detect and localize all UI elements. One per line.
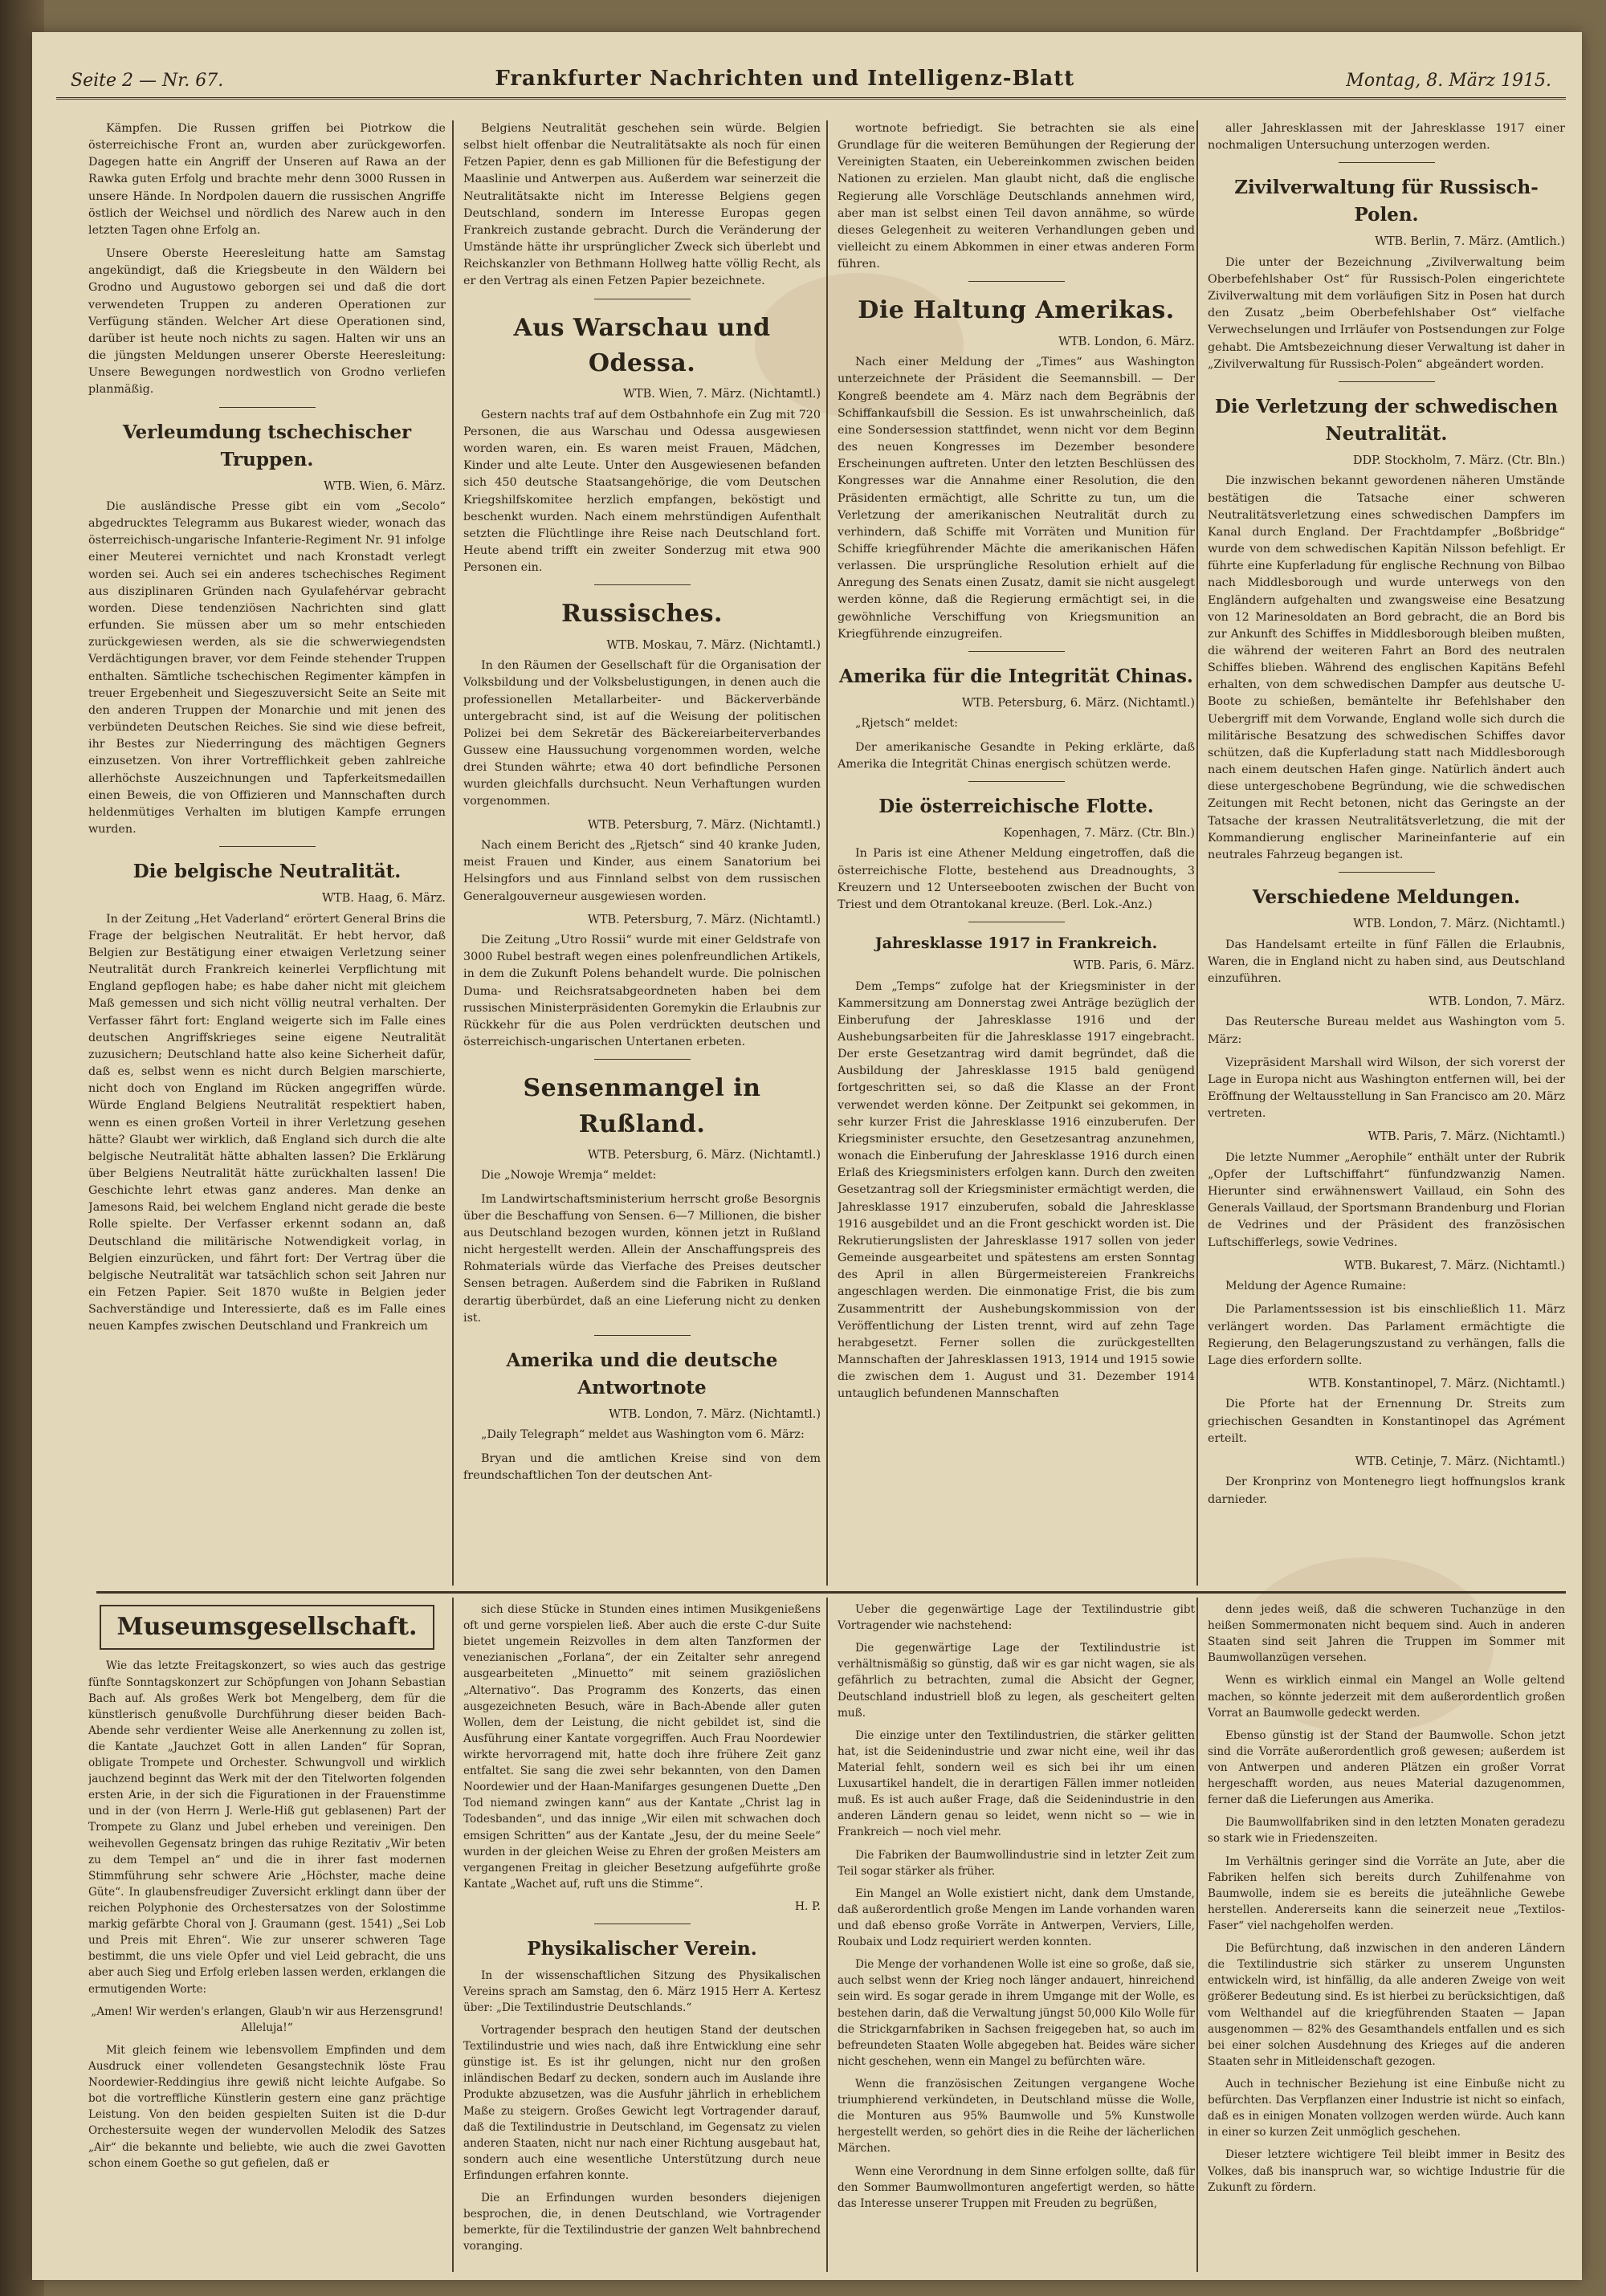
paragraph: Im Landwirtschaftsministerium herrscht große Besorgnis über die Beschaffung von Sensen. 6—7 Millionen, die bisher aus Deutschland bezogen wurden, können jetzt in Rußland nicht hergestellt werden. Allein der Anschaffungspreis des Rohmaterials würde das Vierfache des Preises deutscher Sensen betragen. Außerdem sind die Fabriken in Rußland derartig überbürdet, daß an eine Lieferung nicht zu denken ist. [463,1192,821,1325]
paragraph: Ein Mangel an Wolle existiert nicht, dank dem Umstande, daß außerordentlich große Mengen im Lande vorhanden waren und daß ebenso große Vorräte in Antwerpen, Verviers, Lille, Roubaix und Lodz requiriert werden konnten. [838,1887,1195,1949]
author-signature: H. P. [794,1899,821,1913]
divider [219,846,316,847]
dateline: WTB. Paris, 6. März. [1073,959,1195,973]
article-title: Jahresklasse 1917 in Frankreich. [874,934,1158,952]
article-title: Verschiedene Meldungen. [1252,886,1521,909]
article-title: Amerika für die Integrität Chinas. [839,665,1193,687]
dateline: WTB. London, 6. März. [1058,335,1195,348]
paragraph: Nach einer Meldung der „Times“ aus Washington unterzeichnete der Präsident die Seemannsbill. — Der Kongreß beendete am 4. März nach dem Begräbnis der Schiffankaufsbill die Session. Es ist unwahrscheinlich, daß eine Sondersession stattfindet, wenn nicht vor dem Beginn des neuen Kongresses im Dezember besondere Erscheinungen auftreten. Unter den letzten Beschlüssen des Kongresses war die Annahme einer Resolution, die den Präsidenten ermächtigt, alle Schritte zu tun, um die Verletzung der amerikanischen Neutralität durch zu verhindern, daß Schiffe mit Vorräten und Munition für Schiffe kriegführender Mächte die amerikanischen Häfen verlassen. Die ursprüngliche Resolution erhielt auf die Anregung des Senats einen Zusatz, damit sie nicht ausgelegt werden könne, daß die Regierung ermächtigt sei, in die gewöhnliche Verschiffung von Kriegsmunition an Kriegführende einzugreifen. [838,356,1195,641]
dateline: WTB. Petersburg, 6. März. (Nichtamtl.) [961,696,1195,710]
dateline: WTB. Petersburg, 7. März. (Nichtamtl.) [587,913,821,926]
paragraph: Gestern nachts traf auf dem Ostbahnhofe ein Zug mit 720 Personen, die aus Warschau und Odessa ausgewiesen worden waren, ein. Es waren meist Frauen, Mädchen, Kinder und alte Leute. Unter den Ausgewiesenen befanden sich 450 deutsche Staatsangehörige, die vom Deutschen Kriegshilfskomitee herzlich empfangen, beköstigt und beschenkt wurden. Nach einem mehrstündigen Aufenthalt setzten die Flüchtlinge ihre Reise nach Deutschland fort. Heute abend trifft ein zweiter Sonderzug mit etwa 900 Personen ein. [463,408,821,575]
paragraph: Die unter der Bezeichnung „Zivilverwaltung beim Oberbefehlshaber Ost“ für Russisch-Polen eingerichtete Zivilverwaltung mit dem vorläufigen Sitz in Posen hat durch den Zusatz „beim Oberbefehlshaber Ost“ vielfache Verwechselungen und Irrläufer von Postsendungen zur Folge gehabt. Die Amtsbezeichnung dieser Verwaltung ist daher in „Zivilverwaltung für Russisch-Polen“ abgeändert worden. [1208,255,1565,371]
dateline: WTB. Berlin, 7. März. (Amtlich.) [1375,235,1565,249]
paragraph: Meldung der Agence Rumaine: [1225,1280,1407,1293]
page-header [56,51,1566,100]
paragraph: In Paris ist eine Athener Meldung eingetroffen, daß die österreichische Flotte, bestehend aus Dreadnoughts, 3 Kreuzern und 12 Unterseebooten zwischen der Bucht von Triest und dem Otrantokanal kreuze. (Berl. Lok.-Anz.) [838,847,1195,911]
paragraph: Die Pforte hat der Ernennung Dr. Streits zum griechischen Gesandten in Konstantinopel das Agrément erteilt. [1208,1398,1565,1445]
paragraph: „Daily Telegraph“ meldet aus Washington vom 6. März: [481,1428,805,1442]
paragraph: Die einzige unter den Textilindustrien, die stärker gelitten hat, ist die Seidenindustrie und zwar nicht eine, weil ihr das Material fehlt, sondern weil es sich bei ihr um einen Luxusartikel handelt, die in derartigen Fällen immer notleiden muß. Es ist auch außer Frage, daß die Seidenindustrie in den anderen Ländern genau so leidet, wenn nicht so — wie in Frankreich — noch viel mehr. [838,1728,1195,1839]
divider [219,407,316,408]
article-title: Die belgische Neutralität. [132,861,402,883]
paragraph: Wie das letzte Freitagskonzert, so wies auch das gestrige fünfte Sonntagskonzert zur Schöpfungen von Johann Sebastian Bach auf. Als großes Werk bot Mengelberg, dem für die künstlerisch genußvolle Durchführung dieser beiden Bach-Abende sehr verdienter Weise alle Anerkennung zu zollen ist, die Kantate „Jauchzet Gott in allen Landen“ für Sopran, obligate Trompete und Orchester. Schwungvoll und wirklich jauchzend beginnt das Werk mit der den Titelworten folgenden ersten Arie, in der sich die Figurationen in der Frauenstimme und in der (von Herrn J. Werle-Hiß gut geblasenen) Part der Trompete zu Glanz und Jubel erheben und vereinigen. Den weihevollen Gegensatz bringen das ruhige Rezitativ „Wir beten zu dem Tempel an“ und die in ihrer fast modernen Stimmführung sehr schwere Arie „Höchster, mache deine Güte“. In glaubensfreudiger Zuversicht erklingt dann über der reichen Polyphonie des Orchestersatzes von der Solostimme markig gefärbte Choral von J. Graumann (gest. 1541) „Sei Lob und Preis mit Ehren“. Wie zur unserer schweren Tage bestimmt, die uns viele Opfer und viel Leid gebracht, die uns aber auch Sieg und Erfolg erleben lassen werden, erklangen die ermutigenden Worte: [88,1659,446,1996]
paragraph: Unsere Oberste Heeresleitung hatte am Samstag angekündigt, daß die Kriegsbeute in den Wäldern bei Grodno und Augustowo geborgen sei und daß die dort verwendeten Truppen zu anderen Operationen zur Verfügung ständen. Welcher Art diese Operationen sind, darüber ist heute noch nichts zu sagen. Halten wir uns an die jüngsten Meldungen unserer Oberste Heeresleitung: Unsere Bewegungen nordwestlich von Grodno verliefen planmäßig. [88,247,446,397]
paragraph: Die inzwischen bekannt gewordenen näheren Umstände bestätigen die Tatsache einer schweren Neutralitätsverletzung eines schwedischen Dampfers im Kanal durch England. Der Frachtdampfer „Boßbridge“ wurde von dem schwedischen Kapitän Nilsson befehligt. Er führte eine Kupferladung für englische Rechnung von Bilbao nach Middlesborough und wurde unterwegs von den Engländern aufgehalten und zwangsweise eine Besatzung von 12 Marinesoldaten an Bord gebracht, die an Bord bis zur Ankunft des Schiffes in Middlesborough bleiben mußten, die während der weiteren Fahrt an Bord des neutralen Schiffes blieben. Während des englischen Kapitäns Befehl erhalten, von dem schwedischen Dampfer aus deutsche U-Boote zu schießen, bemäntelte ihr Befehlshaber den Uebergriff mit dem Vorwande, England wolle sich durch die militärische Besatzung des schwedischen Schiffes davor schützen, daß die Kupferladung statt nach Middlesborough nach einem deutschen Hafen ginge. Natürlich ändert auch diese untergeschobene Begründung, wie die schwedischen Zeitungen mit Recht betonen, nicht das Geringste an der Tatsache der krassen Neutralitätsverletzung, die mit der Kommandierung englischer Marineinfanterie auf ein neutrales Fahrzeug begangen ist. [1208,474,1565,861]
paragraph: Der amerikanische Gesandte in Peking erklärte, daß Amerika die Integrität Chinas energisch schützen werde. [838,740,1195,771]
column-rule [452,120,454,1586]
paragraph: Das Reutersche Bureau meldet aus Washington vom 5. März: [1208,1016,1565,1046]
column-2 [463,120,821,1586]
paragraph: Die Parlamentssession ist bis einschließlich 11. März verlängert worden. Das Parlament ermächtigte die Regierung, den Belagerungszustand zu verhängen, falls die Lage dies erfordern sollte. [1208,1303,1565,1367]
article-title: Die Verletzung der schwedischen Neutralität. [1214,395,1559,445]
paragraph: aller Jahresklassen mit der Jahresklasse 1917 einer nochmaligen Untersuchung unterzogen werden. [1208,122,1565,153]
dateline: DDP. Stockholm, 7. März. (Ctr. Bln.) [1352,454,1565,467]
paragraph: Die an Erfindungen wurden besonders diejenigen besprochen, die, in denen Deutschland, wie Vortragender bemerkte, für die Textilindustrie der ganzen Welt bahnbrechend voranging. [463,2192,821,2253]
paragraph: Das Handelsamt erteilte in fünf Fällen die Erlaubnis, Waren, die in England nicht zu haben sind, aus Deutschland einzuführen. [1208,938,1565,985]
verse: „Amen! Wir werden's erlangen, Glaub'n wir aus Herzensgrund! Alleluja!“ [91,2005,443,2034]
column-4 [1208,120,1565,1586]
divider [968,781,1065,782]
paragraph: Vizepräsident Marshall wird Wilson, der sich vorerst der Lage in Europa nicht aus Washington entfernen will, bei der Eröffnung der Weltausstellung in San Francisco am 20. März vertreten. [1208,1056,1565,1121]
dateline: WTB. Paris, 7. März. (Nichtamtl.) [1368,1130,1565,1144]
feuilleton-heading [88,1605,446,1650]
section-rule [96,1591,1566,1594]
feuilleton-column-3 [838,1602,1195,2268]
column-rule [452,1598,454,2272]
dateline: WTB. Bukarest, 7. März. (Nichtamtl.) [1344,1259,1565,1272]
article-title: Verleumdung tschechischer Truppen. [122,421,412,470]
paragraph: Die „Nowoje Wremja“ meldet: [481,1169,657,1183]
article-title: Aus Warschau und Odessa. [513,313,771,377]
masthead-title: Frankfurter Nachrichten und Intelligenz-Blatt [495,67,1075,91]
paragraph: Der Kronprinz von Montenegro liegt hoffnungslos krank darnieder. [1208,1476,1565,1506]
paragraph: Die Menge der vorhandenen Wolle ist eine so große, daß sie, auch selbst wenn der Krieg noch länger andauert, hinreichend sein wird. Es sogar gerade in ihrem Umgange mit der Wolle, es bestehen darin, daß die Verwaltung jüngst 50,000 Kilo Wolle für die Strickgarnfabriken in Sachsen freigegeben hat, so auch im befreundeten Staaten Wolle abgegeben hat. Beides wäre sicher nicht geschehen, wenn ein Mangel zu befürchten wäre. [838,1958,1195,2068]
paragraph: Die Befürchtung, daß inzwischen in den anderen Ländern die Textilindustrie sich stärker zu unserem Ungunsten entwickeln wird, ist hinfällig, da alle anderen Zweige von weit größerer Bedeutung sind. Es ist hierbei zu berücksichtigen, daß vom Welthandel auf die kriegführenden Staaten — Japan ausgenommen — 82% des Gesamthandels entfallen und es sich bei einer solchen Ausdehnung des Krieges auf die anderen Staaten sehr in Mitleidenschaft gezogen. [1208,1942,1565,2068]
paragraph: Belgiens Neutralität geschehen sein würde. Belgien selbst hielt offenbar die Neutralitätsakte als noch für einen Fetzen Papier, denn es gab Millionen für die Befestigung der Maaslinie und Antwerpen aus. Außerdem war seinerzeit die Neutralitätsakte nicht im Interesse Belgiens gegen Deutschland, sondern im Interesse Europas gegen Frankreich zustande gebracht. Durch die Veränderung der Umstände hätte ihr ursprünglicher Zweck sich überlebt und Reichskanzler von Bethmann Hollweg hatte völlig Recht, als er den Vertrag als einen Fetzen Papier bezeichnete. [463,122,821,288]
dateline: WTB. Konstantinopel, 7. März. (Nichtamtl.) [1308,1378,1565,1390]
paragraph: Nach einem Bericht des „Rjetsch“ sind 40 kranke Juden, meist Frauen und Kinder, aus einem Sanatorium bei Helsingfors und aus Finnland selbst von dem russischen Generalgouverneur ausgewiesen worden. [463,839,821,903]
article-title: Amerika und die deutsche Antwortnote [506,1349,778,1398]
divider [968,281,1065,282]
paragraph: In den Räumen der Gesellschaft für die Organisation der Volksbildung und der Volksbelustigungen, in denen auch die professionellen Metallarbeiter- und Bäckerverbände untergebracht sind, ist auf die Weisung der politischen Polizei bei dem Sekretär des Bäckereiarbeiterverbandes Gussew eine Haussuchung vorgenommen worden, welche drei Stunden währte; etwa 40 dort befindliche Personen wurden gleichfalls durchsucht. Neun Verhaftungen wurden vorgenommen. [463,659,821,808]
paragraph: Die letzte Nummer „Aerophile“ enthält unter der Rubrik „Opfer der Luftschiffahrt“ fünfundzwanzig Namen. Hierunter sind erwähnenswert Vaillaud, ein Sohn des Generals Vaillaud, der Sportsmann Brandenburg und Florian de Vedrines und der Präsident des französischen Luftschifferlegs, sowie Vedrines. [1208,1150,1565,1249]
paragraph: denn jedes weiß, daß die schweren Tuchanzüge in den heißen Sommermonaten nicht bequem sind. Auch in anderen Staaten sind seit Jahren die Truppen im Sommer mit Baumwollanzügen versehen. [1208,1603,1565,1665]
dateline: Kopenhagen, 7. März. (Ctr. Bln.) [1003,826,1195,840]
dateline: WTB. Petersburg, 7. März. (Nichtamtl.) [587,818,821,832]
paragraph: Auch in technischer Beziehung ist eine Einbuße nicht zu befürchten. Das Verpflanzen einer Industrie ist nicht so einfach, daß es in einigen Monaten vollzogen werden würde. Auch kann in einer so kurzen Zeit unmöglich geschehen. [1208,2077,1565,2139]
column-rule [826,1598,828,2272]
paragraph: Ueber die gegenwärtige Lage der Textilindustrie gibt Vortragender wie nachstehend: [838,1603,1195,1633]
column-rule [1196,120,1198,1586]
dateline: WTB. London, 7. März. (Nichtamtl.) [1353,918,1565,931]
article-title: Die österreichische Flotte. [878,795,1154,817]
paragraph: Wenn eine Verordnung in dem Sinne erfolgen sollte, daß für den Sommer Baumwollmonturen angefertigt werden, so hätte das Interesse unserer Truppen mit Freuden zu begrüßen, [838,2164,1195,2210]
page-date: Montag, 8. März 1915. [1346,71,1551,91]
column-1 [88,120,446,1586]
column-3 [838,120,1195,1586]
paragraph: Die Fabriken der Baumwollindustrie sind in letzter Zeit zum Teil sogar stärker als früher. [838,1848,1195,1878]
article-title: Zivilverwaltung für Russisch-Polen. [1234,177,1539,226]
paragraph: Bryan und die amtlichen Kreise sind von dem freundschaftlichen Ton der deutschen Ant- [463,1451,821,1482]
feuilleton-column-1 [88,1602,446,2268]
paragraph: Dem „Temps“ zufolge hat der Kriegsminister in der Kammersitzung am Donnerstag zwei Anträge bezüglich der Einberufung der Jahresklasse 1916 und der Aushebungsarbeiten für die Jahresklasse 1917 eingebracht. Der erste Gesetzantrag wird damit begründet, daß die Ausbildung der Jahresklasse 1915 bald genügend fortgeschritten sei, so daß die Klasse an der Front verwendet werden könne. Der Zeitpunkt sei gekommen, in sehr kurzer Frist die Jahresklasse 1916 einzuberufen. Der Kriegsminister ersuchte, den Gesetzesantrag anzunehmen, wonach die Einberufung der Jahresklasse 1916 durch einen Erlaß des Kriegsministers erfolgen kann. Durch den zweiten Gesetzantrag soll der Kriegsminister ermächtigt werden, die Jahresklasse 1917 einzuberufen, sobald die Jahresklasse 1916 ausgebildet und an die Front geschickt worden ist. Die Rekrutierungslisten der Jahresklasse 1917 sollen von jeder Gemeinde ausgearbeitet und spätestens am ersten Sonntag des April in allen Bürgermeistereien Frankreichs angeschlagen werden. Die einmonatige Frist, die bis zum Zusammentritt der Aushebungskommission von der Veröffentlichung der Listen trennt, wird auf zehn Tage herabgesetzt. Ferner sollen die zurückgestellten Mannschaften der Jahresklassen 1913, 1914 und 1915 sowie die zwischen dem 1. August und 31. Dezember 1914 untauglich befundenen Mannschaften [838,979,1195,1401]
dateline: WTB. London, 7. März. (Nichtamtl.) [609,1407,821,1421]
paragraph: Dieser letztere wichtigere Teil bleibt immer in Besitz des Volkes, daß bis inanspruch war, so wichtige Industrie für die Zukunft zu fördern. [1208,2148,1565,2194]
dateline: WTB. Petersburg, 6. März. (Nichtamtl.) [587,1149,821,1162]
paragraph: Die gegenwärtige Lage der Textilindustrie ist verhältnismäßig so günstig, daß wir es gar nicht wagen, sie als gefährlich zu betrachten, zumal die Absicht der Gegner, Deutschland industriell bloß zu legen, als gescheitert gelten muß. [838,1642,1195,1720]
divider [594,584,691,585]
dateline: WTB. Moskau, 7. März. (Nichtamtl.) [606,638,821,652]
paragraph: Die Zeitung „Utro Rossii“ wurde mit einer Geldstrafe von 3000 Rubel bestraft wegen eines polenfreundlichen Artikels, in dem die Zukunft Polens behandelt wurde. Die polnischen Duma- und Reichsratsabgeordneten haben bei dem russischen Ministerpräsidenten Goremykin die Erlaubnis zur Rückkehr für die aus Polen verdrückten deutschen und österreichisch-ungarischen Untertanen erbeten. [463,934,821,1049]
column-rule [1196,1598,1198,2272]
paragraph: In der wissenschaftlichen Sitzung des Physikalischen Vereins sprach am Samstag, den 6. März 1915 Herr A. Kertesz über: „Die Textilindustrie Deutschlands.“ [463,1968,821,2014]
feuilleton-title: Museumsgesellschaft. [100,1605,435,1650]
dateline: WTB. London, 7. März. [1429,995,1565,1008]
article-title: Russisches. [561,600,723,629]
column-rule [826,120,828,1586]
dateline: WTB. Cetinje, 7. März. (Nichtamtl.) [1355,1455,1565,1468]
page-number: Seite 2 — Nr. 67. [71,71,224,91]
article-title: Die Haltung Amerikas. [858,296,1175,325]
feuilleton-column-2 [463,1602,821,2268]
paragraph: „Rjetsch“ meldet: [855,717,958,731]
dateline: WTB. Wien, 7. März. (Nichtamtl.) [623,388,821,401]
paragraph: Die Baumwollfabriken sind in den letzten Monaten geradezu so stark wie in Friedenszeiten. [1208,1816,1565,1846]
dateline: WTB. Wien, 6. März. [324,479,446,493]
dateline: WTB. Haag, 6. März. [322,892,446,906]
paragraph: Vortragender besprach den heutigen Stand der deutschen Textilindustrie und wies nach, daß ihre Entwicklung eine sehr günstige ist. Es ist ihr gelungen, nicht nur den großen inländischen Bedarf zu decken, sondern auch im Auslande ihre Produkte abzusetzen, was die Ausfuhr jährlich in erheblichem Maße zu steigern. Großes Gewicht legt Vortragender darauf, daß die Textilindustrie in Deutschland, im Gegensatz zu vielen anderen Staaten, nicht nur nach einer Richtung ausgebaut hat, sondern auch eine wesentliche Unterstützung durch neue Erfindungen erfahren konnte. [463,2024,821,2183]
article-title: Physikalischer Verein. [527,1937,757,1960]
divider [1339,381,1435,382]
divider [1339,162,1435,163]
paragraph: Wenn es wirklich einmal ein Mangel an Wolle geltend machen, so könnte jederzeit mit dem außerordentlich großen Vorrat an Baumwolle gedeckt werden. [1208,1674,1565,1720]
paragraph: wortnote befriedigt. Sie betrachten sie als eine Grundlage für die weiteren Bemühungen der Regierung der Vereinigten Staaten, ein Uebereinkommen zwischen beiden Nationen zu erzielen. Man glaubt nicht, daß die englische Regierung alle Vorschläge Deutschlands annehmen wird, aber man ist selbst einen Teil davon annähme, so würde dieses Gelegenheit zu weiteren Verhandlungen geben und vielleicht zu einem Abkommen in einer etwas anderen Form führen. [838,122,1195,271]
article-title: Sensenmangel in Rußland. [523,1074,761,1138]
divider [968,651,1065,652]
divider [594,1059,691,1060]
divider [594,1335,691,1336]
paragraph: Wenn die französischen Zeitungen vergangene Woche triumphierend verkündeten, in Deutschland müsse die Wolle, die Monturen aus 95% Baumwolle und 5% Kunstwolle hergestellt werden, so gehört dies in die Reihe der lächerlichen Märchen. [838,2077,1195,2156]
paragraph: Mit gleich feinem wie lebensvollem Empfinden und dem Ausdruck einer vollendeten Gesangstechnik löste Frau Noordewier-Reddingius ihre gewiß nicht leichte Aufgabe. So bot die vortreffliche Künstlerin gestern eine ganz prächtige Leistung. Von den beiden gespielten Suiten ist die D-dur Orchestersuite wegen der wundervollen Melodik des Satzes „Air“ die bekannte und beliebte, wie auch die zwei Gavotten schon einem Goethe so gut gefielen, daß er [88,2043,446,2170]
paragraph: Ebenso günstig ist der Stand der Baumwolle. Schon jetzt sind die Vorräte außerordentlich groß gewesen; außerdem ist von Antwerpen und anderen Plätzen ein großer Vorrat hergeschafft worden, aus neues Material dazugenommen, ferner daß die Lieferungen aus Amerika. [1208,1728,1565,1807]
paragraph: In der Zeitung „Het Vaderland“ erörtert General Brins die Frage der belgischen Neutralität. Er hebt hervor, daß Belgien zur Bestätigung einer etwaigen Verletzung seiner Neutralität durch Frankreich keinerlei Verpflichtung mit England gepflogen habe; es habe daher nicht mit gleichem Maß gemessen und sich nicht völlig neutral verhalten. Der Verfasser fährt fort: England weigerte sich im Falle eines deutschen Angriffskrieges seine eigene Neutralität zuzusichern; Deutschland hatte also keine Sicherheit dafür, daß es, selbst wenn es nicht durch Belgien marschierte, nicht doch von England im Rücken angegriffen würde. Würde England Belgiens Neutralität respektiert haben, wenn es einen großen Vorteil in ihrer Verletzung gesehen hätte? Glaubt wer wirklich, daß England sich durch die alte belgische Neutralität hätte abhalten lassen? Die Erklärung über Belgiens Neutralität hätte zurückhalten lassen! Die Geschichte lehrt etwas ganz anderes. Man denke an Jamesons Raid, bei welchem England nicht gerade die beste Rolle spielte. Der Verfasser erkennt sodann an, daß Deutschland die militärische Notwendigkeit vorlag, in Belgien einzurücken, und fährt fort: Der Vertrag über die belgische Neutralität war tatsächlich schon seit Jahren nur ein Fetzen Papier. Seit 1870 wußte in Belgien jeder Sachverständige und Interessierte, daß es im Falle eines neuen Kampfes zwischen Deutschland und Frankreich um [88,912,446,1333]
divider [1339,872,1435,873]
paragraph: Im Verhältnis geringer sind die Vorräte an Jute, aber die Fabriken helfen sich bereits durch Zuhilfenahme von Baumwolle, indem sie es bereits die juteähnliche Gewebe herstellen. Andererseits kann die seinerzeit neue „Textilos-Faser“ viel nachgeholfen werden. [1208,1854,1565,1932]
paragraph: Kämpfen. Die Russen griffen bei Piotrkow die österreichische Front an, wurden aber zurückgeworfen. Dagegen hatte ein Angriff der Unseren auf Rawa an der Rawka guten Erfolg und brachte mehr denn 3000 Russen in unsere Hände. In Nordpolen dauern die russischen Angriffe östlich der Weichsel und nördlich des Narew auch in den letzten Tagen ohne Erfolg an. [88,122,446,237]
paragraph: Die ausländische Presse gibt ein vom „Secolo“ abgedrucktes Telegramm aus Bukarest wieder, wonach das österreichisch-ungarische Infanterie-Regiment Nr. 91 infolge einer Meuterei vernichtet und nach Kronstadt verlegt worden sei. Auch sei ein anderes tschechisches Regiment aus disziplinaren Gründen nach Gyulafehérvar gebracht worden. Diese tendenziösen Nachrichten sind glatt erfunden. Sie müssen aber um so mehr entschieden zurückgewiesen werden, als sie die schwerwiegendsten Verdächtigungen braver, vor dem Feinde stehender Truppen enthalten. Sämtliche tschechischen Regimenter kämpfen in treuer Ergebenheit und Siegeszuversicht Seite an Seite mit den anderen Truppen der Monarchie und mit jenen des verbündeten Deutschen Reiches. Sie sind wie diese befreit, ihr Bestes zur Niederringung des mächtigen Gegners einzusetzen. Von ihrer Vortrefflichkeit geben zahlreiche allerhöchste Auszeichnungen und Tapferkeitsmedaillen einen Beweis, die von Offizieren und Mannschaften durch heldenmütiges Verhalten im blutigen Kampfe errungen wurden. [88,500,446,836]
feuilleton-column-4 [1208,1602,1565,2268]
paragraph: sich diese Stücke in Stunden eines intimen Musikgenießens oft und gerne vorspielen ließ. Aber auch die erste C-dur Suite bietet ungemein Reizvolles in dem alten Tanzformen der venezianischen „Forlana“, der ein Zeitalter sehr anregend ausgearbeiteten „Minuetto“ mit seinem graziöslichen „Alternativo“. Das Programm des Konzerts, das einen ausgezeichneten Besuch, wäre in Bach-Abende aller guten Wollen, dem der Leistung, die nicht gebildet ist, sind die Ausführung einer Kantate vorgegriffen. Auch Frau Noordewier wirkte hervorragend mit, hatte doch ihre frühere Zeit ganz entfaltet. Sie sang die zwei sehr bekannten, von den Damen Noordewier und der Haan-Manifarges gesungenen Duette „Den Tod niemand zwingen kann“ aus der Kantate „Christ lag in Todesbanden“, und das innige „Wir eilen mit schwachen doch emsigen Schritten“ aus der Kantate „Jesu, der du meine Seele“ wurden in der gleichen Weise zu Ehren der großen Meisters am vergangenen Freitag in gleicher Besetzung aufgeführte große Kantate „Wachet auf, ruft uns die Stimme“. [463,1603,821,1891]
